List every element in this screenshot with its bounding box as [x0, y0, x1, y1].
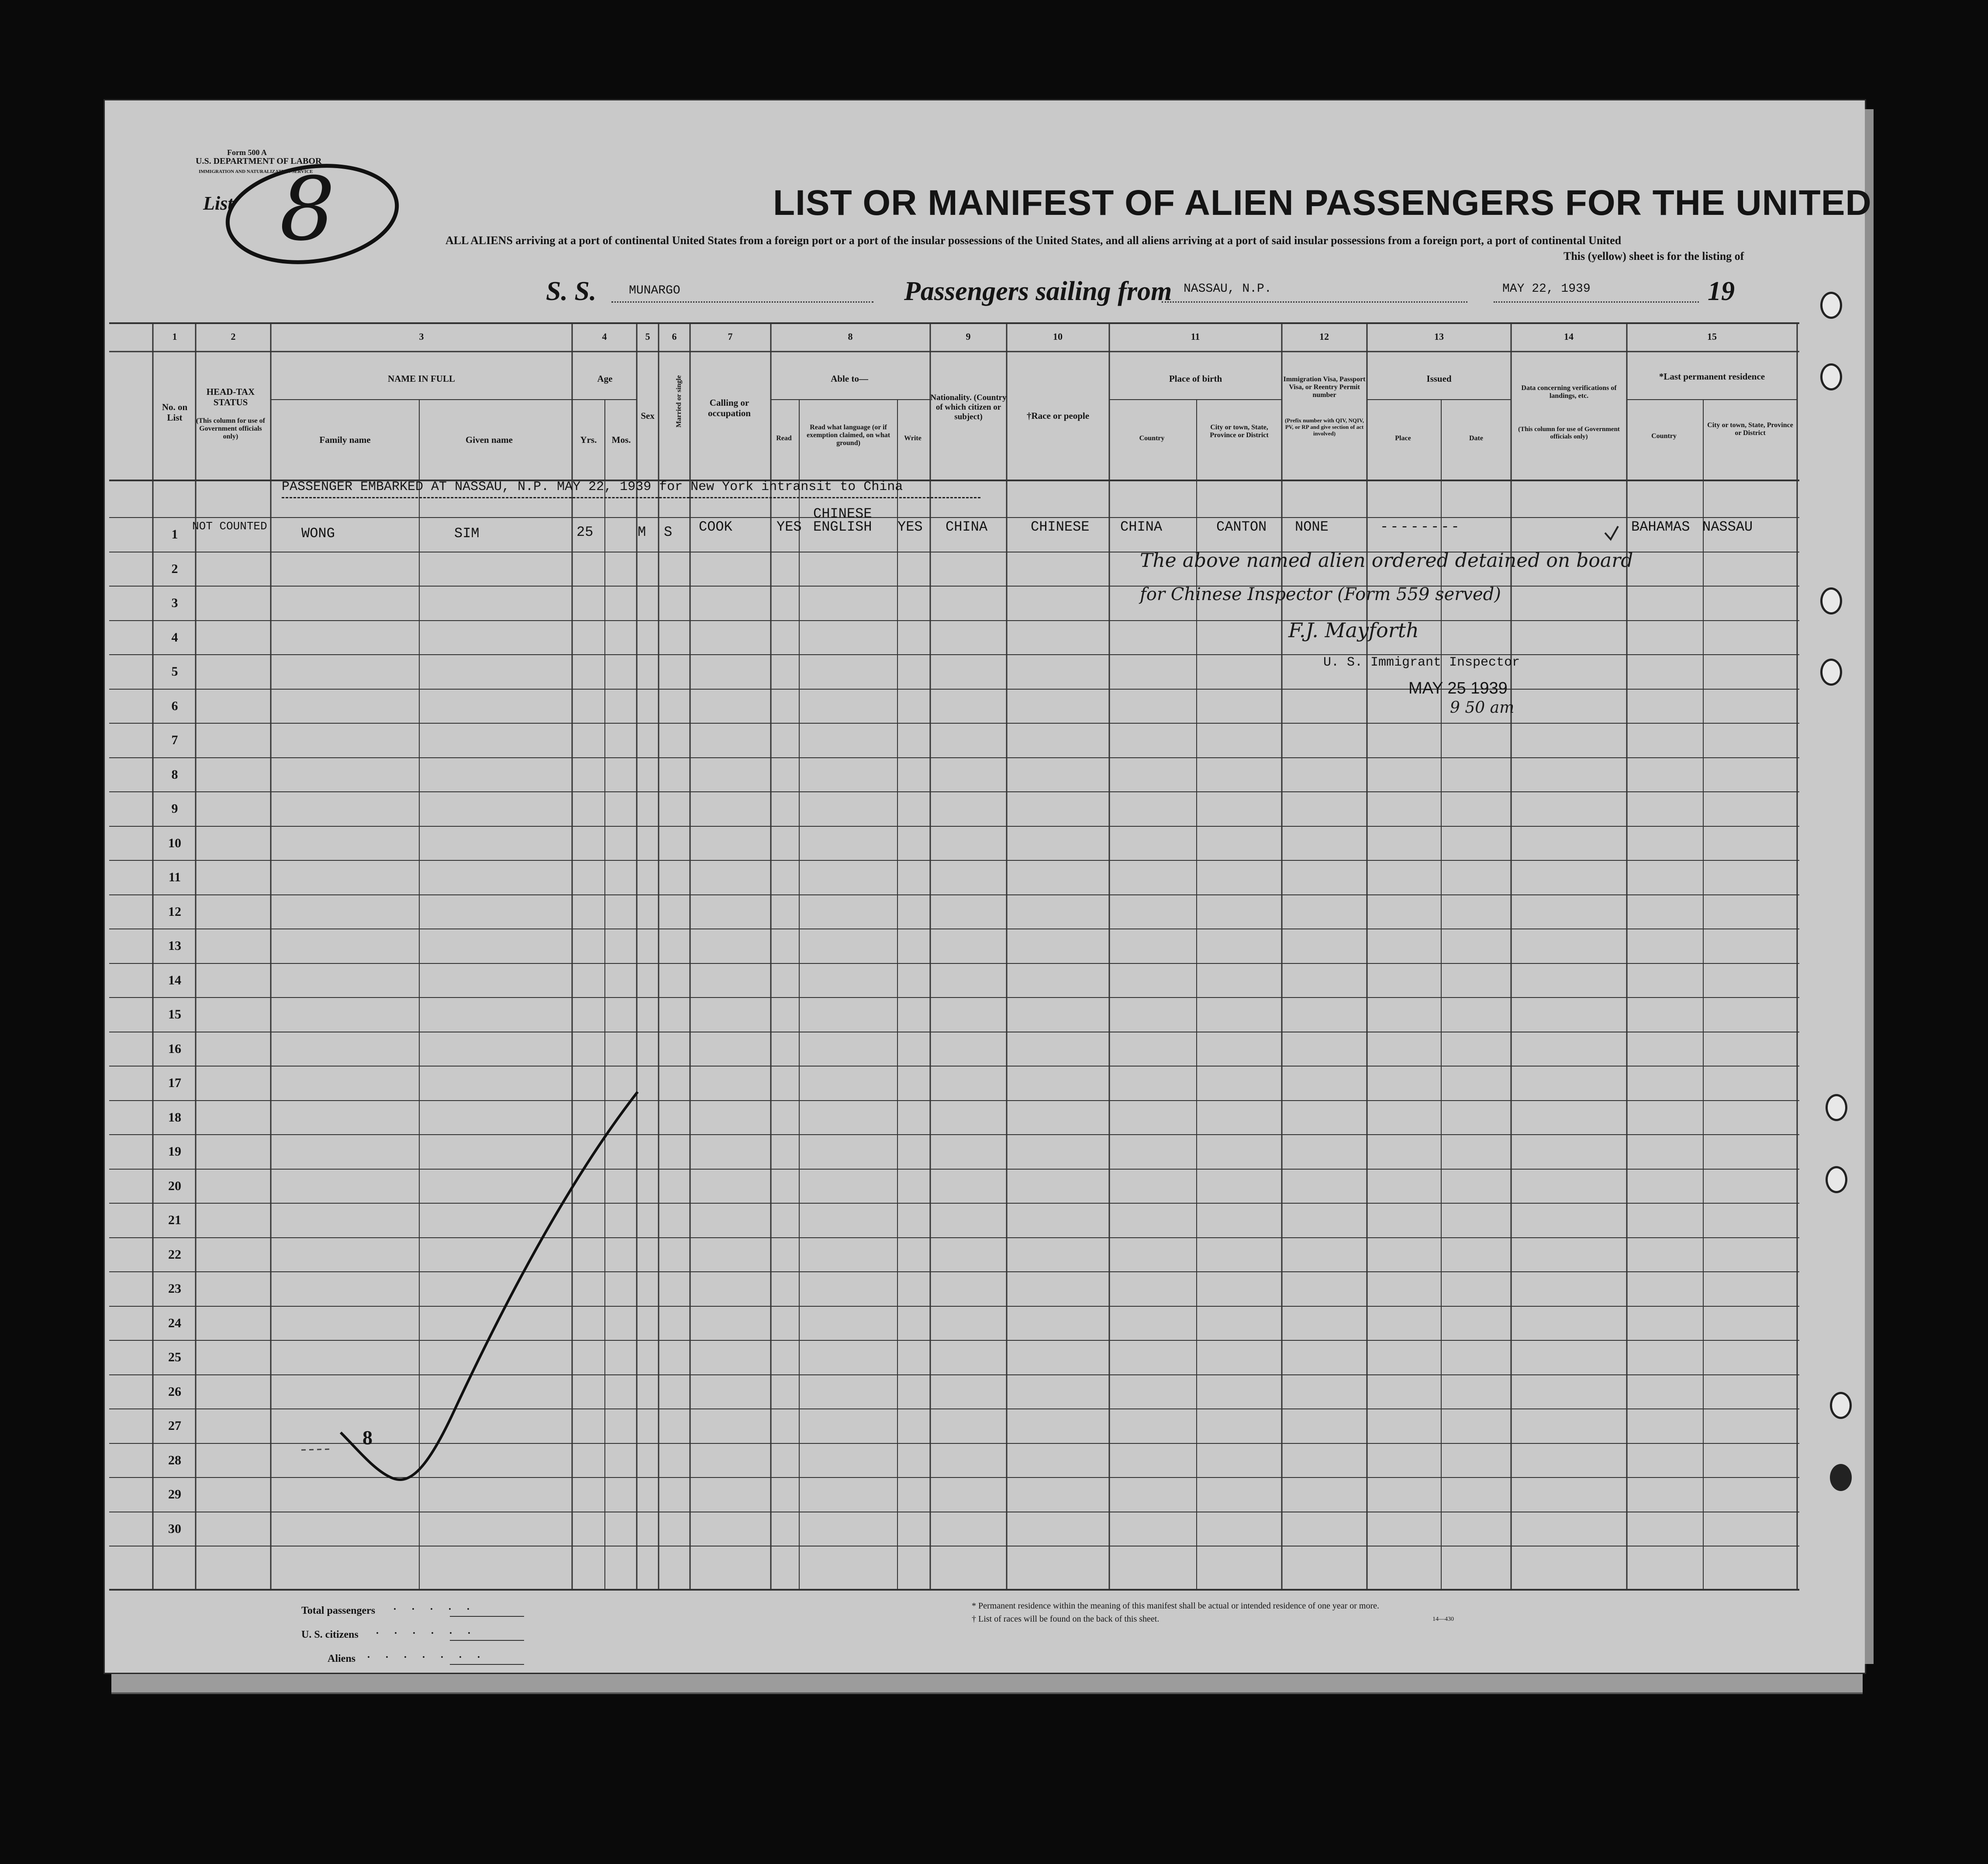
service-label: IMMIGRATION AND NATURALIZATION SERVICE	[199, 169, 313, 174]
row-number: 9	[171, 801, 178, 816]
passenger-issued-blank: --------	[1380, 519, 1461, 535]
row-number: 2	[171, 562, 178, 576]
col-last-residence: *Last permanent residence	[1659, 371, 1765, 382]
sailing-label: Passengers sailing from	[904, 276, 1172, 306]
passenger-family-name: WONG	[301, 525, 335, 542]
passenger-res-country: BAHAMAS	[1631, 519, 1690, 535]
row-number: 26	[168, 1384, 181, 1399]
col-write: Write	[904, 435, 922, 442]
column-number: 8	[848, 331, 853, 342]
departure-date: MAY 22, 1939	[1502, 282, 1591, 296]
footer-note-races: † List of races will be found on the back of this sheet.	[972, 1614, 1160, 1624]
column-number: 4	[602, 331, 607, 342]
col-head-tax: HEAD-TAX STATUS	[206, 387, 255, 407]
embark-note-underline	[282, 497, 980, 498]
row-number: 15	[168, 1007, 181, 1022]
col-race: †Race or people	[1026, 411, 1090, 421]
row-number: 21	[168, 1213, 181, 1227]
column-number: 11	[1191, 331, 1200, 342]
passenger-race: CHINESE	[1031, 519, 1090, 535]
column-number: 13	[1434, 331, 1444, 342]
col-birth-country: Country	[1139, 435, 1165, 442]
col-head-tax-note: (This column for use of Government officials only)	[196, 417, 265, 440]
passenger-visa: NONE	[1295, 519, 1329, 535]
list-label: List	[203, 193, 233, 214]
col-calling: Calling or occupation	[708, 397, 751, 418]
binder-hole	[1826, 1094, 1847, 1121]
inspector-signature: F.J. Mayforth	[1288, 618, 1419, 642]
row-number: 3	[171, 596, 178, 610]
column-number: 1	[172, 331, 177, 342]
row-number: 16	[168, 1042, 181, 1056]
col-name-in-full: NAME IN FULL	[387, 373, 455, 384]
col-data-concerning: Data concerning verifications of landings, etc.	[1521, 384, 1617, 400]
footer-citizens-line	[450, 1640, 524, 1641]
detention-note-line-2: for Chinese Inspector (Form 559 served)	[1140, 584, 1501, 604]
passenger-res-city: NASSAU	[1702, 519, 1753, 535]
binder-hole	[1826, 1166, 1847, 1193]
row-number: 30	[168, 1522, 181, 1536]
col-able-to: Able to—	[831, 373, 868, 384]
row-number: 19	[168, 1144, 181, 1159]
column-number: 7	[728, 331, 733, 342]
row-number: 8	[171, 767, 178, 782]
row-number: 24	[168, 1316, 181, 1330]
passenger-sex: M	[638, 524, 646, 540]
row-number: 14	[168, 973, 181, 987]
footer-aliens-line	[450, 1664, 524, 1665]
binder-hole	[1830, 1392, 1852, 1419]
row-number: 10	[168, 836, 181, 850]
tally-number: 8	[362, 1426, 373, 1449]
col-read: Read	[776, 435, 792, 442]
row-number: 6	[171, 699, 178, 713]
row-number: 22	[168, 1247, 181, 1262]
detention-note-line-1: The above named alien ordered detained on board	[1140, 549, 1633, 572]
binder-hole	[1820, 659, 1842, 686]
inspector-title: U. S. Immigrant Inspector	[1323, 655, 1520, 670]
column-number: 14	[1564, 331, 1574, 342]
row-number: 29	[168, 1487, 181, 1502]
col-nationality: Nationality. (Country of which citizen or subject)	[930, 393, 1007, 421]
passenger-given-name: SIM	[454, 525, 480, 542]
passenger-birth-city: CANTON	[1216, 519, 1267, 535]
passenger-birth-country: CHINA	[1120, 519, 1163, 535]
passenger-age-yrs: 25	[576, 524, 594, 540]
passenger-occupation: COOK	[699, 519, 732, 535]
check-mark-icon	[1603, 524, 1620, 542]
subtitle-line-1: ALL ALIENS arriving at a port of continental United States from a foreign port or a port of the insular possessions of the United States, and all aliens arriving at a port of said insular possessions from a foreign port, a port of continental United	[445, 234, 1622, 247]
col-birth-city: City or town, State, Province or District	[1210, 424, 1269, 439]
col-sex: Sex	[641, 411, 655, 421]
col-place-of-birth: Place of birth	[1169, 373, 1222, 384]
column-number: 10	[1053, 331, 1063, 342]
footer-aliens: Aliens	[328, 1653, 356, 1664]
binder-hole	[1820, 587, 1842, 614]
col-no-on-list: No. on List	[162, 402, 188, 423]
footer-note-residence: * Permanent residence within the meaning of this manifest shall be actual or intended residence of one year or more.	[972, 1601, 1380, 1611]
departure-port: NASSAU, N.P.	[1184, 282, 1272, 296]
col-given-name: Given name	[466, 435, 513, 445]
row-number: 13	[168, 939, 181, 953]
page-title: LIST OR MANIFEST OF ALIEN PASSENGERS FOR THE UNITED	[773, 183, 1872, 223]
column-number: 12	[1319, 331, 1329, 342]
passenger-nationality: CHINA	[946, 519, 988, 535]
col-issued-date: Date	[1469, 435, 1483, 442]
footer-form-code: 14—430	[1432, 1616, 1454, 1622]
column-number: 6	[672, 331, 677, 342]
col-immigration-visa: Immigration Visa, Passport Visa, or Reentry Permit number	[1283, 376, 1366, 399]
department-label: U.S. DEPARTMENT OF LABOR	[196, 156, 322, 166]
embark-note: PASSENGER EMBARKED AT NASSAU, N.P. MAY 22, 1939 for New York intransit to China	[282, 480, 903, 494]
col-data-concerning-note: (This column for use of Government officials only)	[1518, 426, 1620, 440]
column-number: 9	[966, 331, 971, 342]
column-number: 5	[645, 331, 650, 342]
col-immigration-visa-note: (Prefix number with QIV, NQIV, PV, or RP and give section of act involved)	[1284, 417, 1364, 437]
received-stamp-time: 9 50 am	[1450, 699, 1515, 717]
passenger-write: YES	[897, 519, 923, 535]
row-number: 18	[168, 1110, 181, 1125]
row-number: 28	[168, 1453, 181, 1467]
list-number: 8	[280, 159, 335, 260]
binder-hole	[1830, 1464, 1852, 1491]
col-age: Age	[597, 373, 613, 384]
column-number: 15	[1707, 331, 1717, 342]
row-number: 4	[171, 630, 178, 645]
row-number: 12	[168, 904, 181, 919]
row-number: 1	[171, 527, 178, 542]
col-family-name: Family name	[319, 435, 371, 445]
passenger-married: S	[664, 524, 673, 540]
passenger-head-tax: NOT COUNTED	[192, 520, 267, 533]
passenger-language-2: ENGLISH	[813, 519, 872, 535]
row-number: 5	[171, 664, 178, 679]
year-prefix: 19	[1708, 276, 1735, 306]
binder-hole	[1820, 363, 1842, 390]
row-number: 27	[168, 1419, 181, 1433]
passenger-language-1: CHINESE	[813, 506, 872, 522]
footer-total-passengers: Total passengers	[301, 1605, 376, 1616]
footer-total-line	[450, 1616, 524, 1617]
col-issued: Issued	[1426, 373, 1452, 384]
col-age-mos: Mos.	[611, 435, 631, 445]
received-stamp-date: MAY 25 1939	[1408, 679, 1508, 697]
row-number: 17	[168, 1076, 181, 1090]
col-res-city: City or town, State, Province or District	[1707, 421, 1793, 437]
row-number: 7	[171, 733, 178, 747]
column-number: 3	[419, 331, 424, 342]
ship-name: MUNARGO	[629, 284, 680, 297]
col-read-language: Read what language (or if exemption claimed, on what ground)	[806, 424, 890, 447]
row-number: 25	[168, 1350, 181, 1364]
binder-hole	[1820, 292, 1842, 319]
passenger-read: YES	[777, 519, 802, 535]
col-issued-place: Place	[1395, 435, 1411, 442]
row-number: 23	[168, 1281, 181, 1296]
ss-label: S. S.	[546, 276, 597, 306]
footer-us-citizens: U. S. citizens	[301, 1629, 359, 1640]
form-number: Form 500 A	[227, 148, 267, 157]
subtitle-line-2: This (yellow) sheet is for the listing of	[1563, 250, 1744, 262]
col-married: Married or single	[675, 375, 683, 428]
tally-stroke	[297, 1083, 646, 1498]
col-age-yrs: Yrs.	[580, 435, 597, 445]
col-res-country: Country	[1651, 432, 1677, 440]
row-number: 11	[168, 870, 181, 884]
column-number: 2	[231, 331, 236, 342]
row-number: 20	[168, 1179, 181, 1193]
